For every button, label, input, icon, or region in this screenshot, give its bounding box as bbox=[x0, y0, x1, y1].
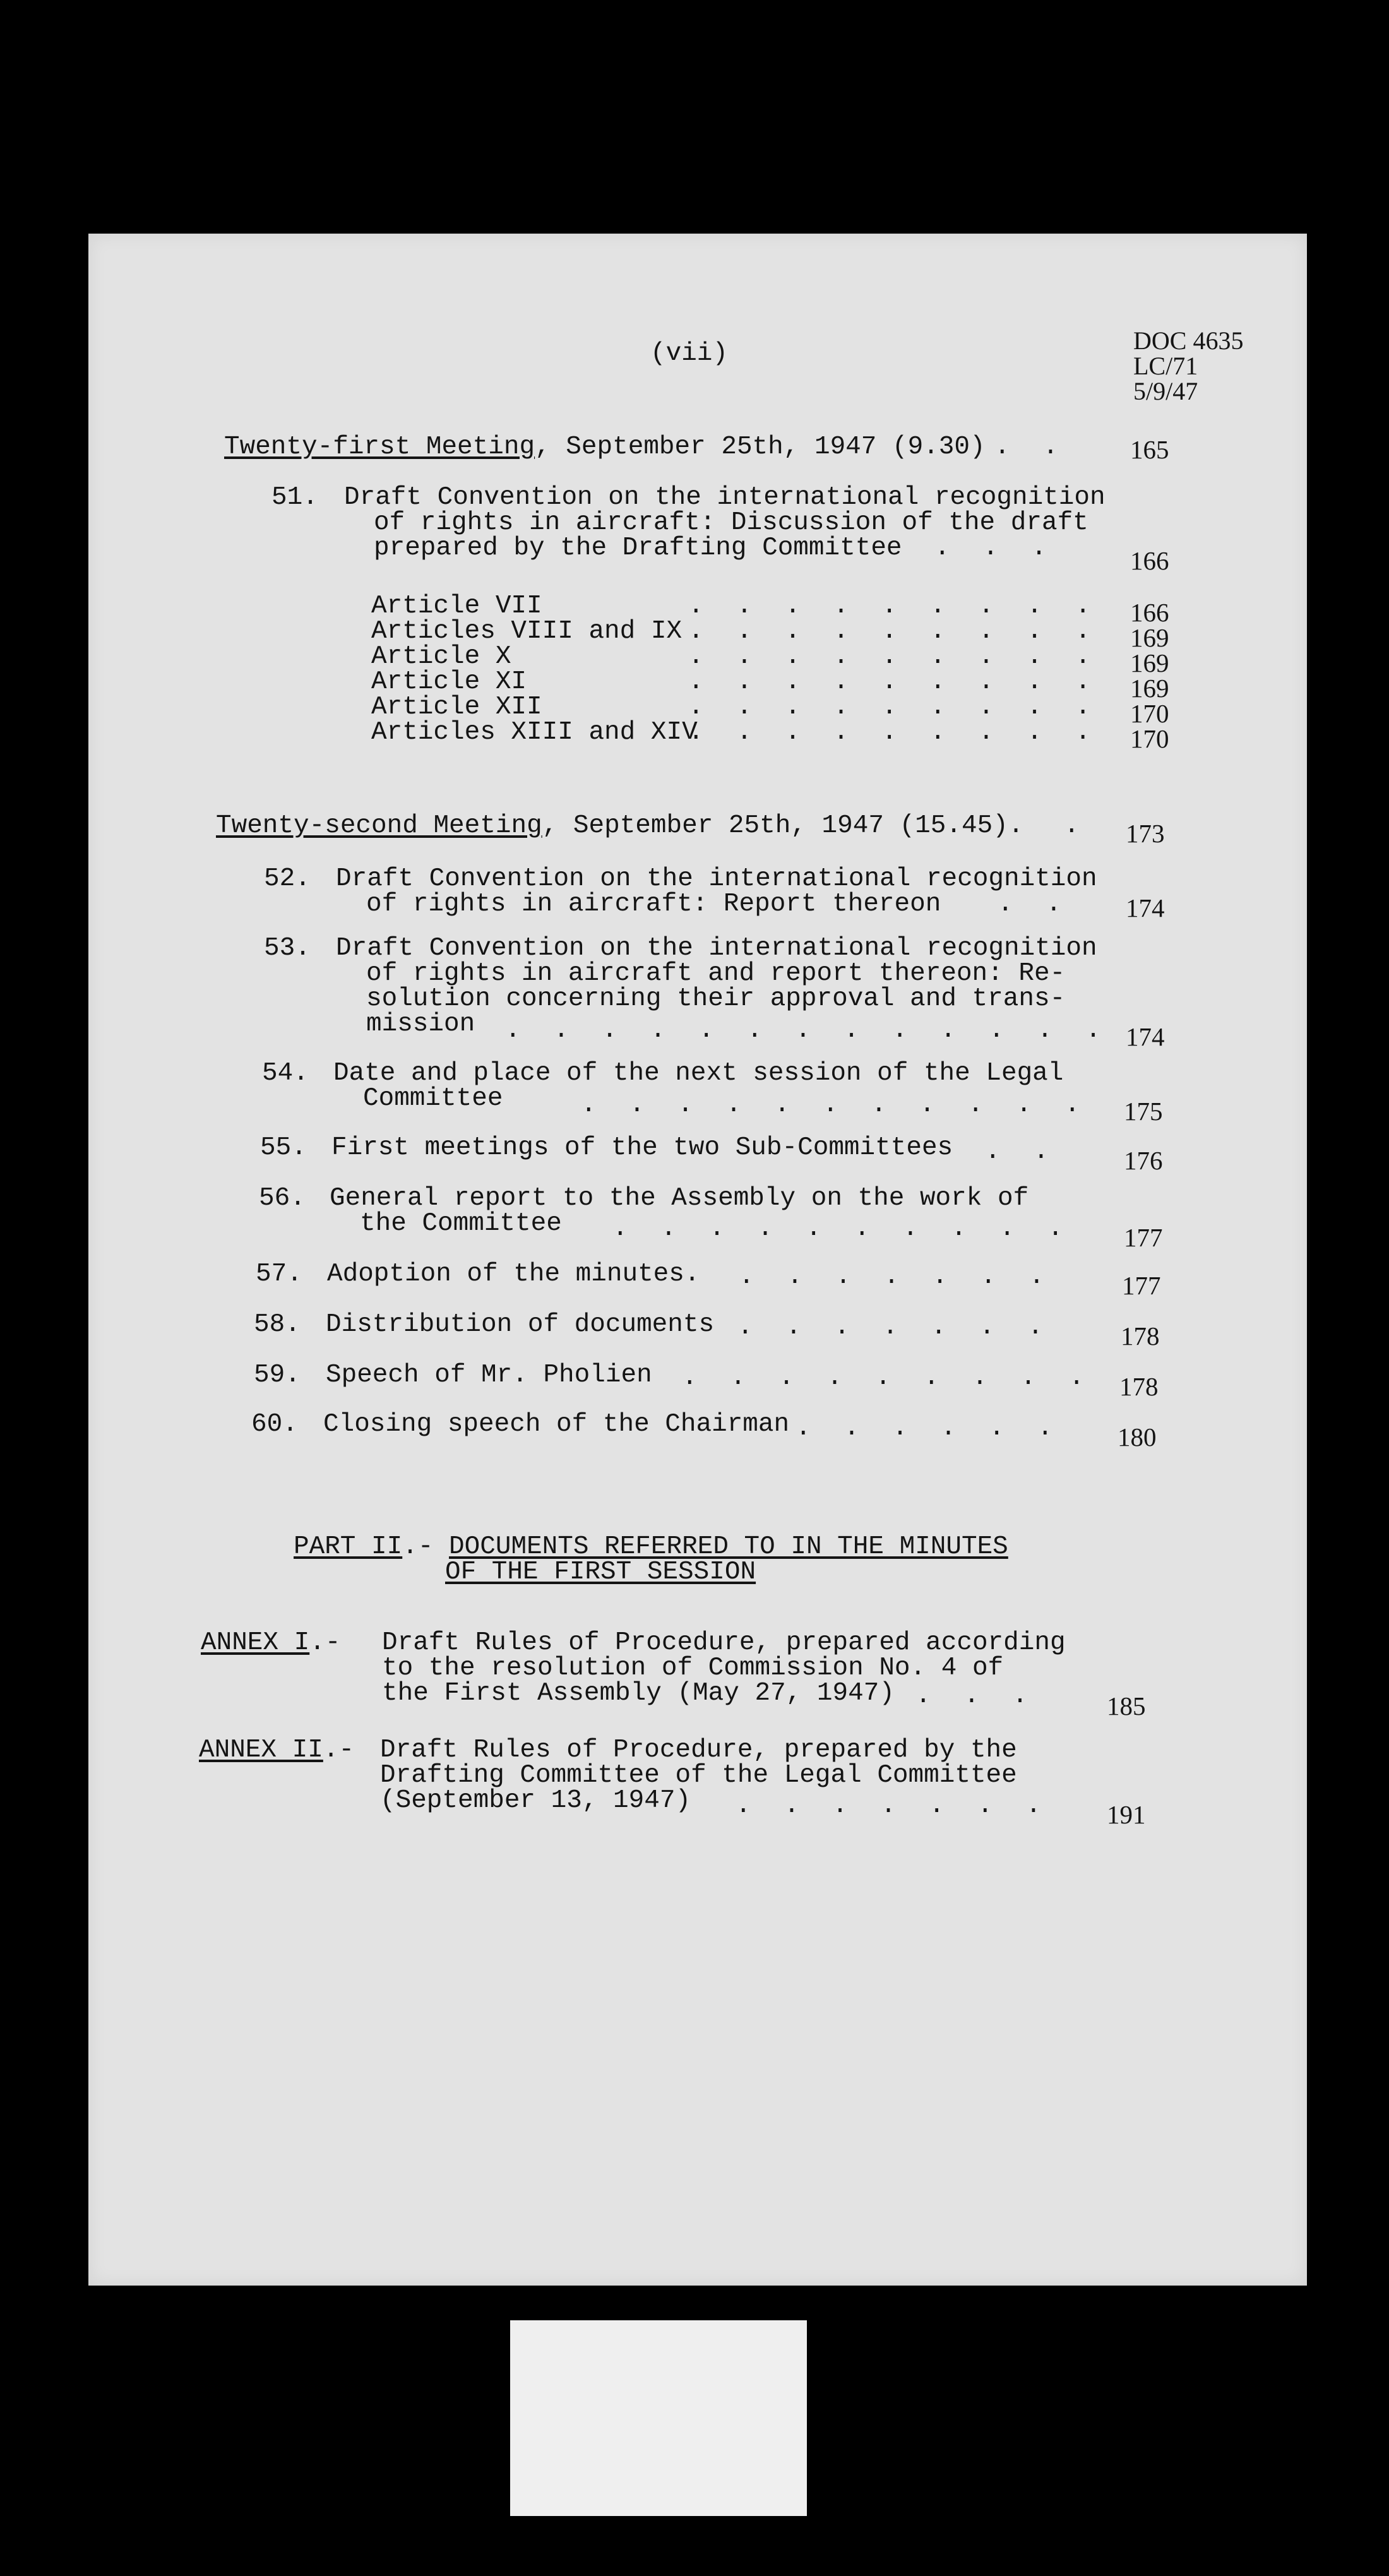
part-2-title-line-2: OF THE FIRST SESSION bbox=[445, 1558, 756, 1587]
item-number: 55. bbox=[260, 1133, 307, 1162]
article-label: Articles VIII and IX bbox=[371, 617, 683, 646]
article-label: Article XII bbox=[371, 693, 542, 722]
item-line: General report to the Assembly on the work of bbox=[330, 1184, 1029, 1213]
leader-dots: ......... bbox=[688, 642, 1124, 671]
leader-dots: ......... bbox=[688, 617, 1124, 646]
annex-line: the First Assembly (May 27, 1947) bbox=[382, 1679, 895, 1708]
article-page: 170 bbox=[1130, 724, 1169, 753]
leader-dots: . bbox=[1064, 811, 1112, 840]
page-marker: (vii) bbox=[650, 339, 729, 368]
meeting-21-title: Twenty-first Meeting bbox=[224, 432, 535, 462]
article-page: 166 bbox=[1130, 598, 1169, 627]
meeting-22-page: 173 bbox=[1126, 819, 1165, 848]
article-page: 169 bbox=[1130, 648, 1169, 677]
article-page: 170 bbox=[1130, 699, 1169, 728]
annex-line: Draft Rules of Procedure, prepared according bbox=[382, 1628, 1066, 1657]
article-label: Article VII bbox=[371, 592, 542, 621]
part-2-label: PART II bbox=[294, 1532, 403, 1561]
doc-ref-number: DOC 4635 bbox=[1133, 326, 1244, 355]
doc-ref-code: LC/71 bbox=[1133, 352, 1198, 380]
annex-label: ANNEX II bbox=[199, 1736, 323, 1765]
document-page bbox=[88, 234, 1307, 2286]
leader-dots: .. bbox=[998, 890, 1095, 919]
item-line: Closing speech of the Chairman bbox=[323, 1410, 790, 1439]
leader-dots: ... bbox=[934, 534, 1080, 563]
item-number: 60. bbox=[251, 1410, 298, 1439]
annex-separator: .- bbox=[323, 1736, 355, 1765]
meeting-22-date: , September 25th, 1947 (15.45). bbox=[542, 811, 1024, 840]
leader-dots: ......... bbox=[682, 1363, 1118, 1392]
blank-card bbox=[510, 2320, 807, 2516]
item-line: solution concerning their approval and trans- bbox=[366, 984, 1066, 1013]
part-2-heading bbox=[294, 1534, 1008, 1559]
article-page: 169 bbox=[1130, 674, 1169, 703]
leader-dots: ......... bbox=[688, 667, 1124, 696]
meeting-21-page: 165 bbox=[1130, 435, 1169, 464]
leader-dots: ....... bbox=[739, 1262, 1078, 1291]
leader-dots: ......... bbox=[688, 592, 1124, 621]
leader-dots: ....... bbox=[737, 1313, 1076, 1342]
item-51-line-3: prepared by the Drafting Committee bbox=[374, 534, 902, 563]
annex-page: 185 bbox=[1107, 1691, 1146, 1720]
annex-separator: .- bbox=[309, 1628, 341, 1657]
item-line: Adoption of the minutes. bbox=[327, 1260, 700, 1289]
item-51-page: 166 bbox=[1130, 546, 1169, 575]
item-number: 51. bbox=[271, 483, 318, 512]
item-51-line-1: Draft Convention on the international recognition bbox=[344, 483, 1106, 512]
item-line: mission bbox=[366, 1010, 475, 1039]
item-page: 174 bbox=[1126, 893, 1165, 922]
item-number: 56. bbox=[259, 1184, 306, 1213]
meeting-21-heading bbox=[224, 434, 986, 460]
item-line: of rights in aircraft: Report thereon bbox=[366, 890, 941, 919]
annex-page: 191 bbox=[1107, 1800, 1146, 1829]
annex-line: to the resolution of Commission No. 4 of bbox=[382, 1654, 1004, 1683]
leader-dots: ............. bbox=[505, 1016, 1134, 1045]
annex-2-label bbox=[199, 1738, 354, 1763]
annex-1-label bbox=[201, 1630, 340, 1655]
leader-dots: ...... bbox=[796, 1414, 1086, 1443]
annex-line: Draft Rules of Procedure, prepared by the bbox=[380, 1736, 1017, 1765]
item-line: First meetings of the two Sub-Committees bbox=[331, 1133, 953, 1162]
article-page: 169 bbox=[1130, 623, 1169, 652]
item-page: 180 bbox=[1118, 1422, 1157, 1452]
item-number: 52. bbox=[264, 864, 311, 893]
item-page: 174 bbox=[1126, 1022, 1165, 1051]
annex-line: (September 13, 1947) bbox=[380, 1786, 691, 1815]
item-page: 177 bbox=[1124, 1223, 1163, 1252]
annex-label: ANNEX I bbox=[201, 1628, 310, 1657]
item-line: Draft Convention on the international recognition bbox=[336, 864, 1097, 893]
item-line: the Committee bbox=[360, 1209, 562, 1238]
item-page: 178 bbox=[1121, 1321, 1160, 1351]
item-line: Draft Convention on the international recognition bbox=[336, 934, 1097, 963]
leader-dots: ... bbox=[915, 1681, 1061, 1710]
leader-dots: ....... bbox=[736, 1791, 1075, 1820]
meeting-22-title: Twenty-second Meeting bbox=[216, 811, 542, 840]
leader-dots: ......... bbox=[688, 718, 1124, 747]
item-number: 57. bbox=[256, 1260, 302, 1289]
item-line: Date and place of the next session of the Legal bbox=[333, 1059, 1064, 1088]
article-label: Articles XIII and XIV bbox=[371, 718, 698, 747]
item-number: 58. bbox=[254, 1310, 301, 1339]
part-2-title-line-1: DOCUMENTS REFERRED TO IN THE MINUTES bbox=[449, 1532, 1008, 1561]
part-2-separator: .- bbox=[402, 1532, 450, 1561]
item-page: 175 bbox=[1124, 1097, 1163, 1126]
item-line: Distribution of documents bbox=[326, 1310, 715, 1339]
item-page: 178 bbox=[1119, 1372, 1159, 1401]
leader-dots: ........... bbox=[581, 1090, 1113, 1119]
leader-dots: ......... bbox=[688, 693, 1124, 722]
leader-dots: .. bbox=[985, 1137, 1082, 1166]
meeting-21-date: , September 25th, 1947 (9.30) bbox=[535, 432, 986, 462]
article-label: Article X bbox=[371, 642, 511, 671]
item-line: Speech of Mr. Pholien bbox=[326, 1361, 652, 1390]
leader-dots: .......... bbox=[612, 1214, 1097, 1243]
leader-dots: .. bbox=[994, 432, 1092, 462]
doc-ref-date: 5/9/47 bbox=[1133, 377, 1198, 405]
item-page: 177 bbox=[1122, 1271, 1161, 1300]
article-label: Article XI bbox=[371, 667, 527, 696]
item-51-line-2: of rights in aircraft: Discussion of the draft bbox=[374, 508, 1088, 537]
item-number: 54. bbox=[262, 1059, 309, 1088]
item-line: of rights in aircraft and report thereon: Re- bbox=[366, 959, 1066, 988]
item-page: 176 bbox=[1124, 1146, 1163, 1175]
meeting-22-heading bbox=[216, 813, 1023, 838]
item-number: 59. bbox=[254, 1361, 301, 1390]
item-line: Committee bbox=[363, 1084, 503, 1113]
annex-line: Drafting Committee of the Legal Committee bbox=[380, 1761, 1017, 1790]
item-number: 53. bbox=[264, 934, 311, 963]
